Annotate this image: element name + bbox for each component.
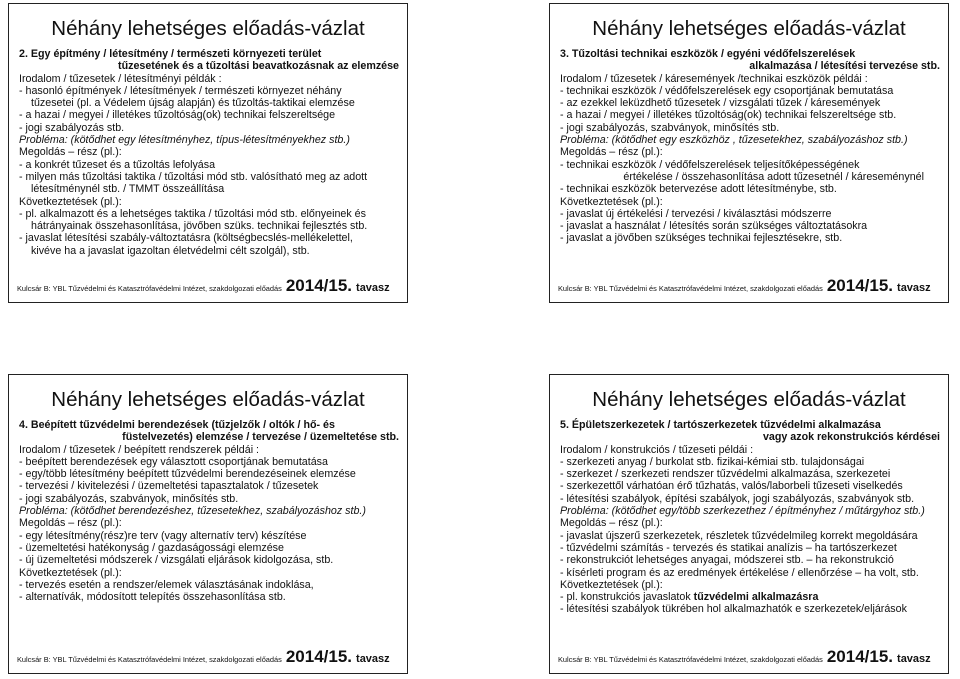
problem-text: Probléma: (kötődhet egy eszközhöz , tűzesetekhez, szabályozáshoz stb.) (560, 134, 908, 147)
slide-footer (17, 276, 401, 296)
body-line: - tűzvédelmi számítás - tervezés és statikai analízis – ha tartószerkezet (560, 541, 897, 554)
slide-4 (549, 374, 949, 674)
problem-line (560, 134, 942, 146)
body-line: Irodalom / tűzesetek / beépített rendszerek példái : (19, 443, 260, 456)
problem-line (560, 505, 942, 517)
body-line: - a hazai / megyei / illetékes tűzoltóság(ok) technikai felszereltsége (19, 109, 336, 122)
slide-footer (558, 647, 942, 667)
body-line: - létesítési szabályok tükrében hol alkalmazhatók e szerkezetek/eljárások (560, 603, 907, 616)
body-line: - a konkrét tűzeset és a tűzoltás lefolyása (19, 158, 216, 171)
heading-line-2: vagy azok rekonstrukciós kérdései (762, 431, 940, 444)
problem-text: Probléma: (kötődhet egy/több szerkezethez / építményhez / műtárgyhoz stb.) (560, 505, 925, 518)
slide-body (550, 419, 948, 616)
slide-footer (17, 647, 401, 667)
body-line: - a hazai / megyei / illetékes tűzoltóság(ok) technikai felszereltsége stb. (560, 109, 897, 122)
problem-text: Probléma: (kötődhet berendezéshez, tűzesetekhez, szabályozáshoz stb.) (19, 505, 366, 518)
body-line: - javaslat újszerű szerkezetek, részletek tűzvédelmileg korrekt megoldására (560, 529, 918, 542)
footer-year: 2014/15. (826, 647, 894, 666)
body-line: értékelése / összehasonlítása adott tűzesetnél / káreseménynél (623, 170, 924, 183)
slide-2 (549, 3, 949, 303)
body-line: Következtetések (pl.): (19, 566, 122, 579)
slide-3 (8, 374, 408, 674)
body-line: - jogi szabályozás, szabványok, minősítés stb. (560, 121, 780, 134)
slide-title: Néhány lehetséges előadás-vázlat (592, 388, 906, 411)
body-line: Következtetések (pl.): (19, 195, 122, 208)
problem-text: Probléma: (kötődhet egy létesítményhez, típus-létesítményekhez stb.) (19, 134, 350, 147)
body-line: - szerkezettől várhatóan érő tűzhatás, valós/laborbeli tűzeseti viselkedés (560, 480, 903, 493)
heading-line-1: 4. Beépített tűzvédelmi berendezések (tűzjelzők / oltók / hő- és (19, 419, 335, 431)
slide-body (9, 419, 407, 603)
body-line: - egy létesítmény(rész)re terv (vagy alternatív terv) készítése (19, 529, 307, 542)
heading-line-1: 5. Épületszerkezetek / tartószerkezetek tűzvédelmi alkalmazása (560, 419, 881, 431)
emphasis-text: tűzvédelmi alkalmazásra (693, 591, 819, 604)
body-line: - szerkezeti anyag / burkolat stb. fizikai-kémiai stb. tulajdonságai (560, 455, 865, 468)
heading-line-2: füstelvezetés) elemzése / tervezése / üzemeltetése stb. (122, 431, 399, 444)
footer-credit: Kulcsár B: YBL Tűzvédelmi és Katasztrófavédelmi Intézet, szakdolgozati előadás (17, 284, 282, 293)
body-line: Megoldás – rész (pl.): (560, 146, 663, 159)
body-line: - technikai eszközök / védőfelszerelések teljesítőképességének (560, 158, 860, 171)
body-line: Következtetések (pl.): (560, 578, 663, 591)
body-line: - technikai eszközök betervezése adott létesítménybe, stb. (560, 183, 837, 196)
body-line: Megoldás – rész (pl.): (19, 146, 122, 159)
body-line: Megoldás – rész (pl.): (560, 517, 663, 530)
body-line: - rekonstrukciót lehetséges anyagai, módszerei stb. – ha rekonstrukció (560, 554, 894, 567)
body-line: - jogi szabályozás stb. (19, 121, 125, 134)
body-line: - pl. alkalmazott és a lehetséges taktika / tűzoltási mód stb. előnyeinek és (19, 207, 366, 220)
body-line: - tervezési / kivitelezési / üzemeltetési tapasztalatok / tűzesetek (19, 480, 319, 493)
footer-year: 2014/15. (285, 647, 353, 666)
slide-1 (8, 3, 408, 303)
body-line: - javaslat a jövőben szükséges technikai fejlesztésekre, stb. (560, 232, 843, 245)
body-line: - új üzemeltetési módszerek / vizsgálati eljárások kidolgozása, stb. (19, 554, 334, 567)
body-line: - létesítési szabályok, építési szabályok, jogi szabályozás, szabványok stb. (560, 492, 915, 505)
footer-term: tavasz (897, 653, 931, 665)
footer-credit: Kulcsár B: YBL Tűzvédelmi és Katasztrófavédelmi Intézet, szakdolgozati előadás (17, 655, 282, 664)
body-line: Megoldás – rész (pl.): (19, 517, 122, 530)
slide-title: Néhány lehetséges előadás-vázlat (592, 17, 906, 40)
footer-term: tavasz (897, 282, 931, 294)
body-line: - szerkezet / szerkezeti rendszer tűzvédelmi alkalmazása, szerkezetei (560, 468, 891, 481)
body-line: hátrányainak összehasonlítása, jövőben szüks. technikai fejlesztés stb. (31, 220, 368, 233)
footer-credit: Kulcsár B: YBL Tűzvédelmi és Katasztrófavédelmi Intézet, szakdolgozati előadás (558, 655, 823, 664)
heading-line-2: tűzesetének és a tűzoltási beavatkozásnak az elemzése (118, 60, 399, 73)
problem-line (19, 505, 401, 517)
slide-body (550, 48, 948, 245)
body-line: Irodalom / tűzesetek / káresemények /technikai eszközök példái : (560, 72, 868, 85)
body-line: tűzesetei (pl. a Védelem újság alapján) és tűzoltás-taktikai elemzése (31, 97, 355, 110)
heading-line-2: alkalmazása / létesítési tervezése stb. (749, 60, 940, 73)
body-line: Következtetések (pl.): (560, 195, 663, 208)
slide-title: Néhány lehetséges előadás-vázlat (51, 17, 365, 40)
footer-credit: Kulcsár B: YBL Tűzvédelmi és Katasztrófavédelmi Intézet, szakdolgozati előadás (558, 284, 823, 293)
slide-heading (560, 419, 942, 444)
body-line: - javaslat létesítési szabály-változtatásra (költségbecslés-mellékelettel, (19, 232, 353, 245)
heading-line-1: 3. Tűzoltási technikai eszközök / egyéni védőfelszerelések (560, 48, 856, 60)
body-line: - egy/több létesítmény beépített tűzvédelmi berendezéseinek elemzése (19, 468, 356, 481)
body-line: - pl. konstrukciós javaslatok tűzvédelmi alkalmazásra (560, 591, 819, 604)
body-line: - tervezés esetén a rendszer/elemek választásának indoklása, (19, 578, 314, 591)
footer-year: 2014/15. (826, 276, 894, 295)
body-line: - az ezekkel leküzdhető tűzesetek / vizsgálati tűzek / káresemények (560, 97, 881, 110)
body-line: kivéve ha a javaslat igazoltan életvédelmi célt szolgál), stb. (31, 244, 310, 257)
footer-term: tavasz (356, 653, 390, 665)
body-line: - hasonló építmények / létesítmények / természeti környezet néhány (19, 84, 342, 97)
slide-heading (19, 419, 401, 444)
body-line: - jogi szabályozás, szabványok, minősítés stb. (19, 492, 239, 505)
body-line: létesítménynél stb. / TMMT összeállítása (31, 183, 225, 196)
heading-line-1: 2. Egy építmény / létesítmény / természeti környezeti terület (19, 48, 322, 60)
slide-heading (19, 48, 401, 73)
slide-footer (558, 276, 942, 296)
problem-line (19, 134, 401, 146)
footer-year: 2014/15. (285, 276, 353, 295)
body-line: - javaslat új értékelési / tervezési / kiválasztási módszerre (560, 207, 832, 220)
body-line: - milyen más tűzoltási taktika / tűzoltási mód stb. valósítható meg az adott (19, 170, 368, 183)
body-line: Irodalom / tűzesetek / létesítményi példák : (19, 72, 222, 85)
body-line: - alternatívák, módosított telepítés összehasonlítása stb. (19, 591, 286, 604)
body-line: - javaslat a használat / létesítés során szükséges változtatásokra (560, 220, 868, 233)
body-line: - technikai eszközök / védőfelszerelések egy csoportjának bemutatása (560, 84, 894, 97)
body-line: - kísérleti program és az eredmények értékelése / ellenőrzése – ha volt, stb. (560, 566, 919, 579)
body-line: - beépített berendezések egy választott csoportjának bemutatása (19, 455, 328, 468)
slide-heading (560, 48, 942, 73)
slide-body (9, 48, 407, 257)
body-line: Irodalom / konstrukciós / tűzeseti példái : (560, 443, 754, 456)
footer-term: tavasz (356, 282, 390, 294)
body-line: - üzemeltetési hatékonyság / gazdaságossági elemzése (19, 541, 284, 554)
slide-title: Néhány lehetséges előadás-vázlat (51, 388, 365, 411)
